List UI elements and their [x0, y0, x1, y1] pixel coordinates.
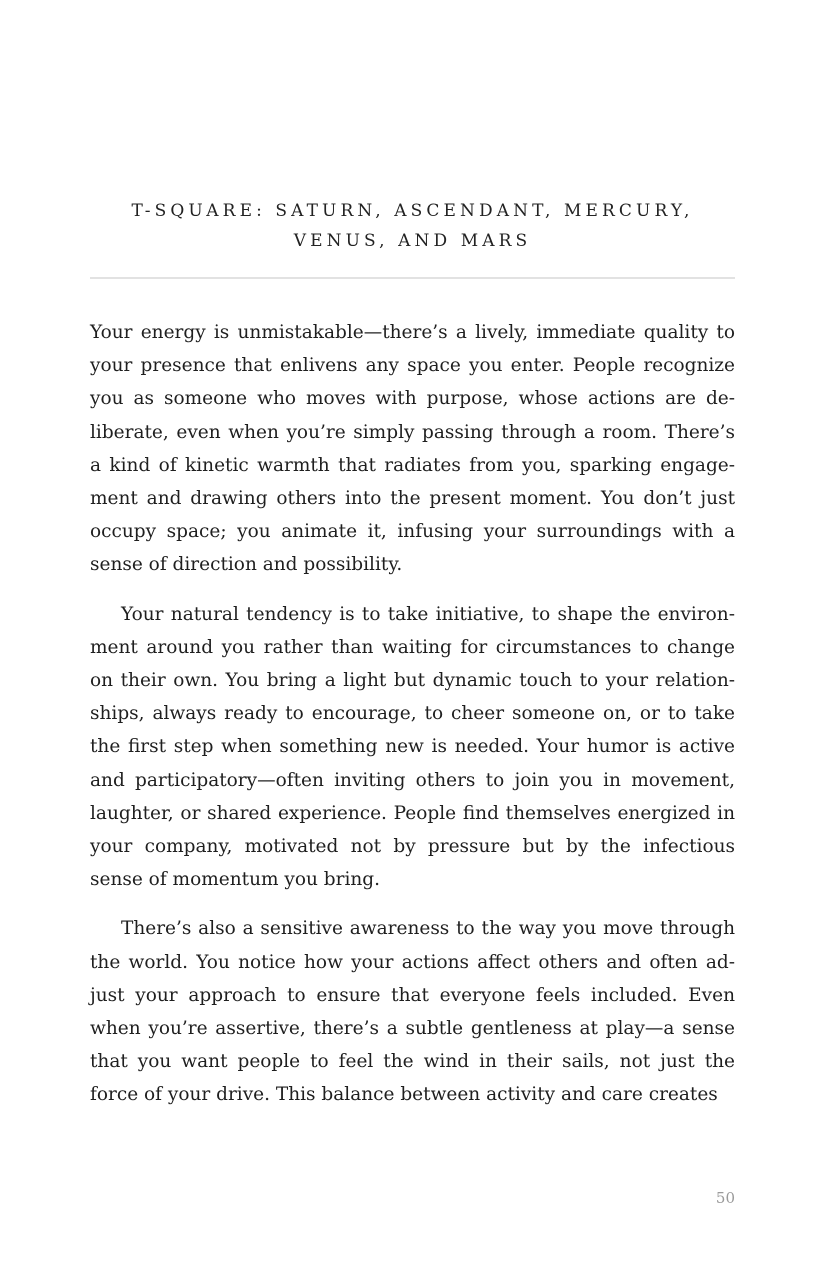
body-text [90, 316, 735, 1128]
book-page [90, 0, 735, 1275]
heading-divider [90, 277, 735, 279]
paragraph: There’s also a sensitive awareness to the way you move through the world. You notice how your actions affect others and often adjust your approach to ensure that everyone feels included. Even when you’re assertive, there’s a subtle gentleness at play—a sense that you want people to feel the wind in their sails, not just the force of your drive. This balance between activity and care creates [90, 918, 735, 1106]
paragraph: Your natural tendency is to take initiative, to shape the environment around you rather than waiting for circumstances to change on their own. You bring a light but dynamic touch to your relationships, always ready to encourage, to cheer someone on, or to take the first step when something new is needed. Your humor is active and participatory—often inviting others to join you in movement, laughter, or shared experience. People find themselves energized in your company, motivated not by pressure but by the infectious sense of momentum you bring. [90, 603, 735, 891]
section-heading: T-SQUARE: SATURN, ASCENDANT, MERCURY, VENUS, AND MARS [131, 201, 694, 251]
page-number: 50 [715, 1189, 735, 1207]
paragraph: Your energy is unmistakable—there’s a lively, immediate quality to your presence that enlivens any space you enter. People recognize you as someone who moves with purpose, whose actions are deliberate, even when you’re simply passing through a room. There’s a kind of kinetic warmth that radiates from you, sparking engagement and drawing others into the present moment. You don’t just occupy space; you animate it, infusing your surroundings with a sense of direction and possibility. [90, 322, 735, 576]
